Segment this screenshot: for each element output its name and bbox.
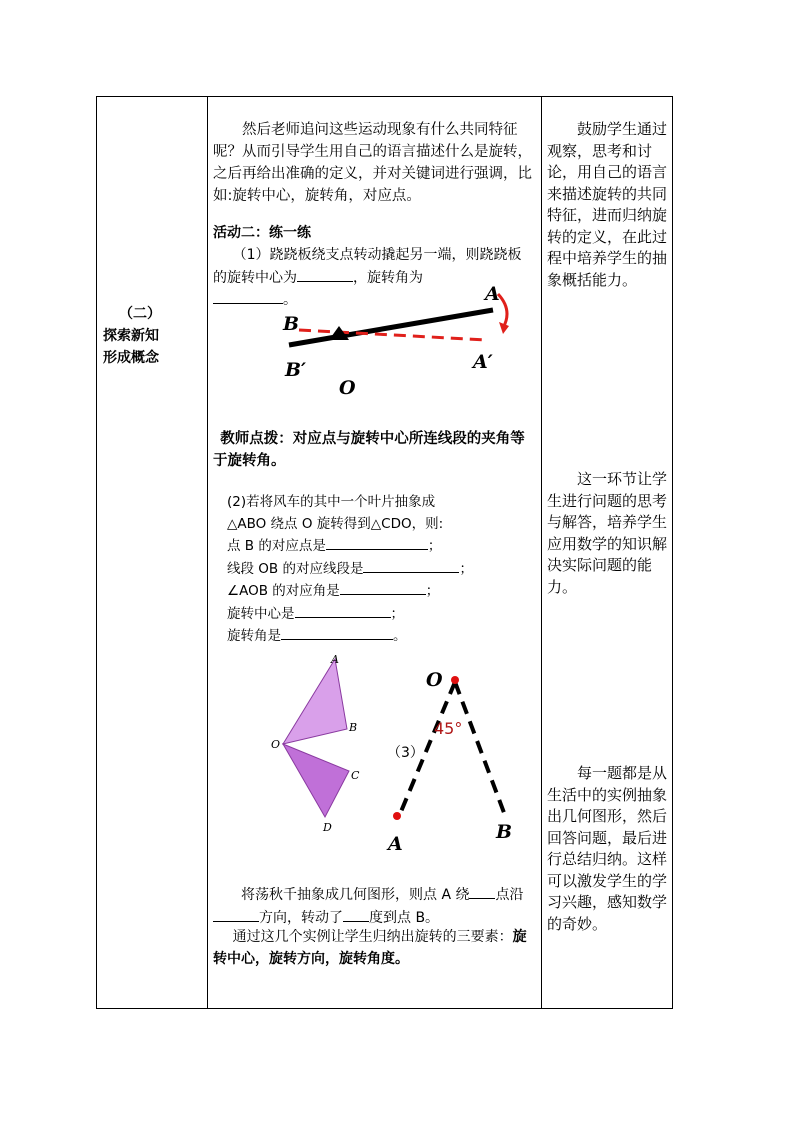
teacher-tip: 教师点拨：对应点与旋转中心所连线段的夹角等于旋转角。 bbox=[213, 431, 525, 469]
section-number: （二） bbox=[119, 306, 161, 322]
windmill-label-A: A bbox=[331, 653, 339, 666]
q2-blank-1[interactable] bbox=[326, 535, 428, 550]
q2-item-4: 旋转中心是 ； bbox=[227, 603, 527, 626]
q3-label: （3） bbox=[387, 745, 424, 761]
q3-blank-center[interactable] bbox=[469, 884, 495, 899]
q2-blank-3[interactable] bbox=[340, 580, 426, 595]
q2-item-5: 旋转角是 。 bbox=[227, 625, 527, 648]
q1-mid: ，旋转角为 bbox=[353, 269, 423, 286]
label-O: O bbox=[339, 377, 356, 399]
section-title-line2: 形成概念 bbox=[103, 350, 159, 366]
question-2 bbox=[227, 492, 527, 648]
q2-blank-2[interactable] bbox=[363, 558, 459, 573]
q2-blank-5[interactable] bbox=[281, 625, 393, 640]
intro-paragraph: 然后老师追问这些运动现象有什么共同特征呢？从而引导学生用自己的语言描述什么是旋转，之后再给出准确的定义，并对关键词进行强调，比如:旋转中心，旋转角，对应点。 bbox=[213, 122, 532, 204]
q1-text: （1）跷跷板绕支点转动撬起另一端，则跷跷板的旋转中心为 bbox=[213, 247, 522, 286]
right-note-3: 每一题都是从生活中的实例抽象出几何图形，然后回答问题，最后进行总结归纳。这样可以激发学生的学习兴趣，感知数学的奇妙。 bbox=[547, 764, 668, 933]
q3-blank-direction[interactable] bbox=[213, 907, 259, 922]
column-divider bbox=[541, 97, 542, 1008]
windmill-blade-ABO bbox=[283, 659, 347, 744]
angle-label: 45° bbox=[434, 719, 463, 738]
label-A-prime: A′ bbox=[473, 351, 493, 373]
seesaw-figure bbox=[277, 282, 537, 402]
question-3-text: 将荡秋千抽象成几何图形，则点 A 绕 点沿方向，转动了 度到点 B。 bbox=[213, 884, 533, 929]
lesson-table bbox=[96, 96, 673, 1009]
section-title-line1: 探索新知 bbox=[103, 328, 159, 344]
q2-item-3: ∠AOB 的对应角是 ； bbox=[227, 580, 527, 603]
windmill-label-C: C bbox=[351, 769, 360, 782]
summary-text: 通过这几个实例让学生归纳出旋转的三要素： bbox=[232, 929, 513, 945]
q3-blank-degree[interactable] bbox=[343, 907, 369, 922]
section-label bbox=[103, 303, 203, 369]
q2-blank-4[interactable] bbox=[295, 603, 391, 618]
swing-line-OA bbox=[400, 682, 455, 814]
windmill-label-B: B bbox=[349, 721, 358, 734]
swing-label-A: A bbox=[388, 833, 403, 855]
point-O bbox=[451, 676, 459, 684]
column-divider bbox=[207, 97, 208, 1008]
q2-item-2: 线段 OB 的对应线段是 ； bbox=[227, 558, 527, 581]
swing-figure bbox=[382, 662, 532, 862]
summary-elements: 旋转中心，旋转方向，旋转角度。 bbox=[213, 929, 527, 967]
q1-end: 。 bbox=[283, 292, 297, 308]
label-B-prime: B′ bbox=[285, 359, 307, 381]
q1-blank-center[interactable] bbox=[297, 267, 353, 282]
summary bbox=[213, 927, 533, 970]
label-B: B bbox=[283, 313, 300, 335]
right-note-2: 这一环节让学生进行问题的思考与解答，培养学生应用数学的知识解决实际问题的能力。 bbox=[547, 470, 668, 596]
label-A: A bbox=[485, 283, 500, 305]
right-note-1: 鼓励学生通过观察，思考和讨论，用自己的语言来描述旋转的共同特征，进而归纳旋转的定义，在此过程中培养学生的抽象概括能力。 bbox=[547, 120, 668, 289]
q1-blank-angle[interactable] bbox=[213, 289, 283, 304]
q2-item-1: 点 B 的对应点是 ； bbox=[227, 535, 527, 558]
windmill-label-O: O bbox=[271, 738, 281, 751]
swing-label-O: O bbox=[426, 669, 443, 691]
windmill-blade-CDO bbox=[283, 744, 349, 817]
point-A bbox=[393, 812, 401, 820]
activity-title: 活动二：练一练 bbox=[213, 225, 311, 241]
q2-line1: (2)若将风车的其中一个叶片抽象成 bbox=[227, 494, 436, 510]
windmill-figure bbox=[267, 647, 377, 847]
q2-line2: △ABO 绕点 O 旋转得到△CDO，则: bbox=[227, 515, 444, 532]
swing-label-B: B bbox=[496, 821, 513, 843]
swing-line-OB bbox=[455, 682, 506, 818]
windmill-label-D: D bbox=[323, 821, 332, 834]
